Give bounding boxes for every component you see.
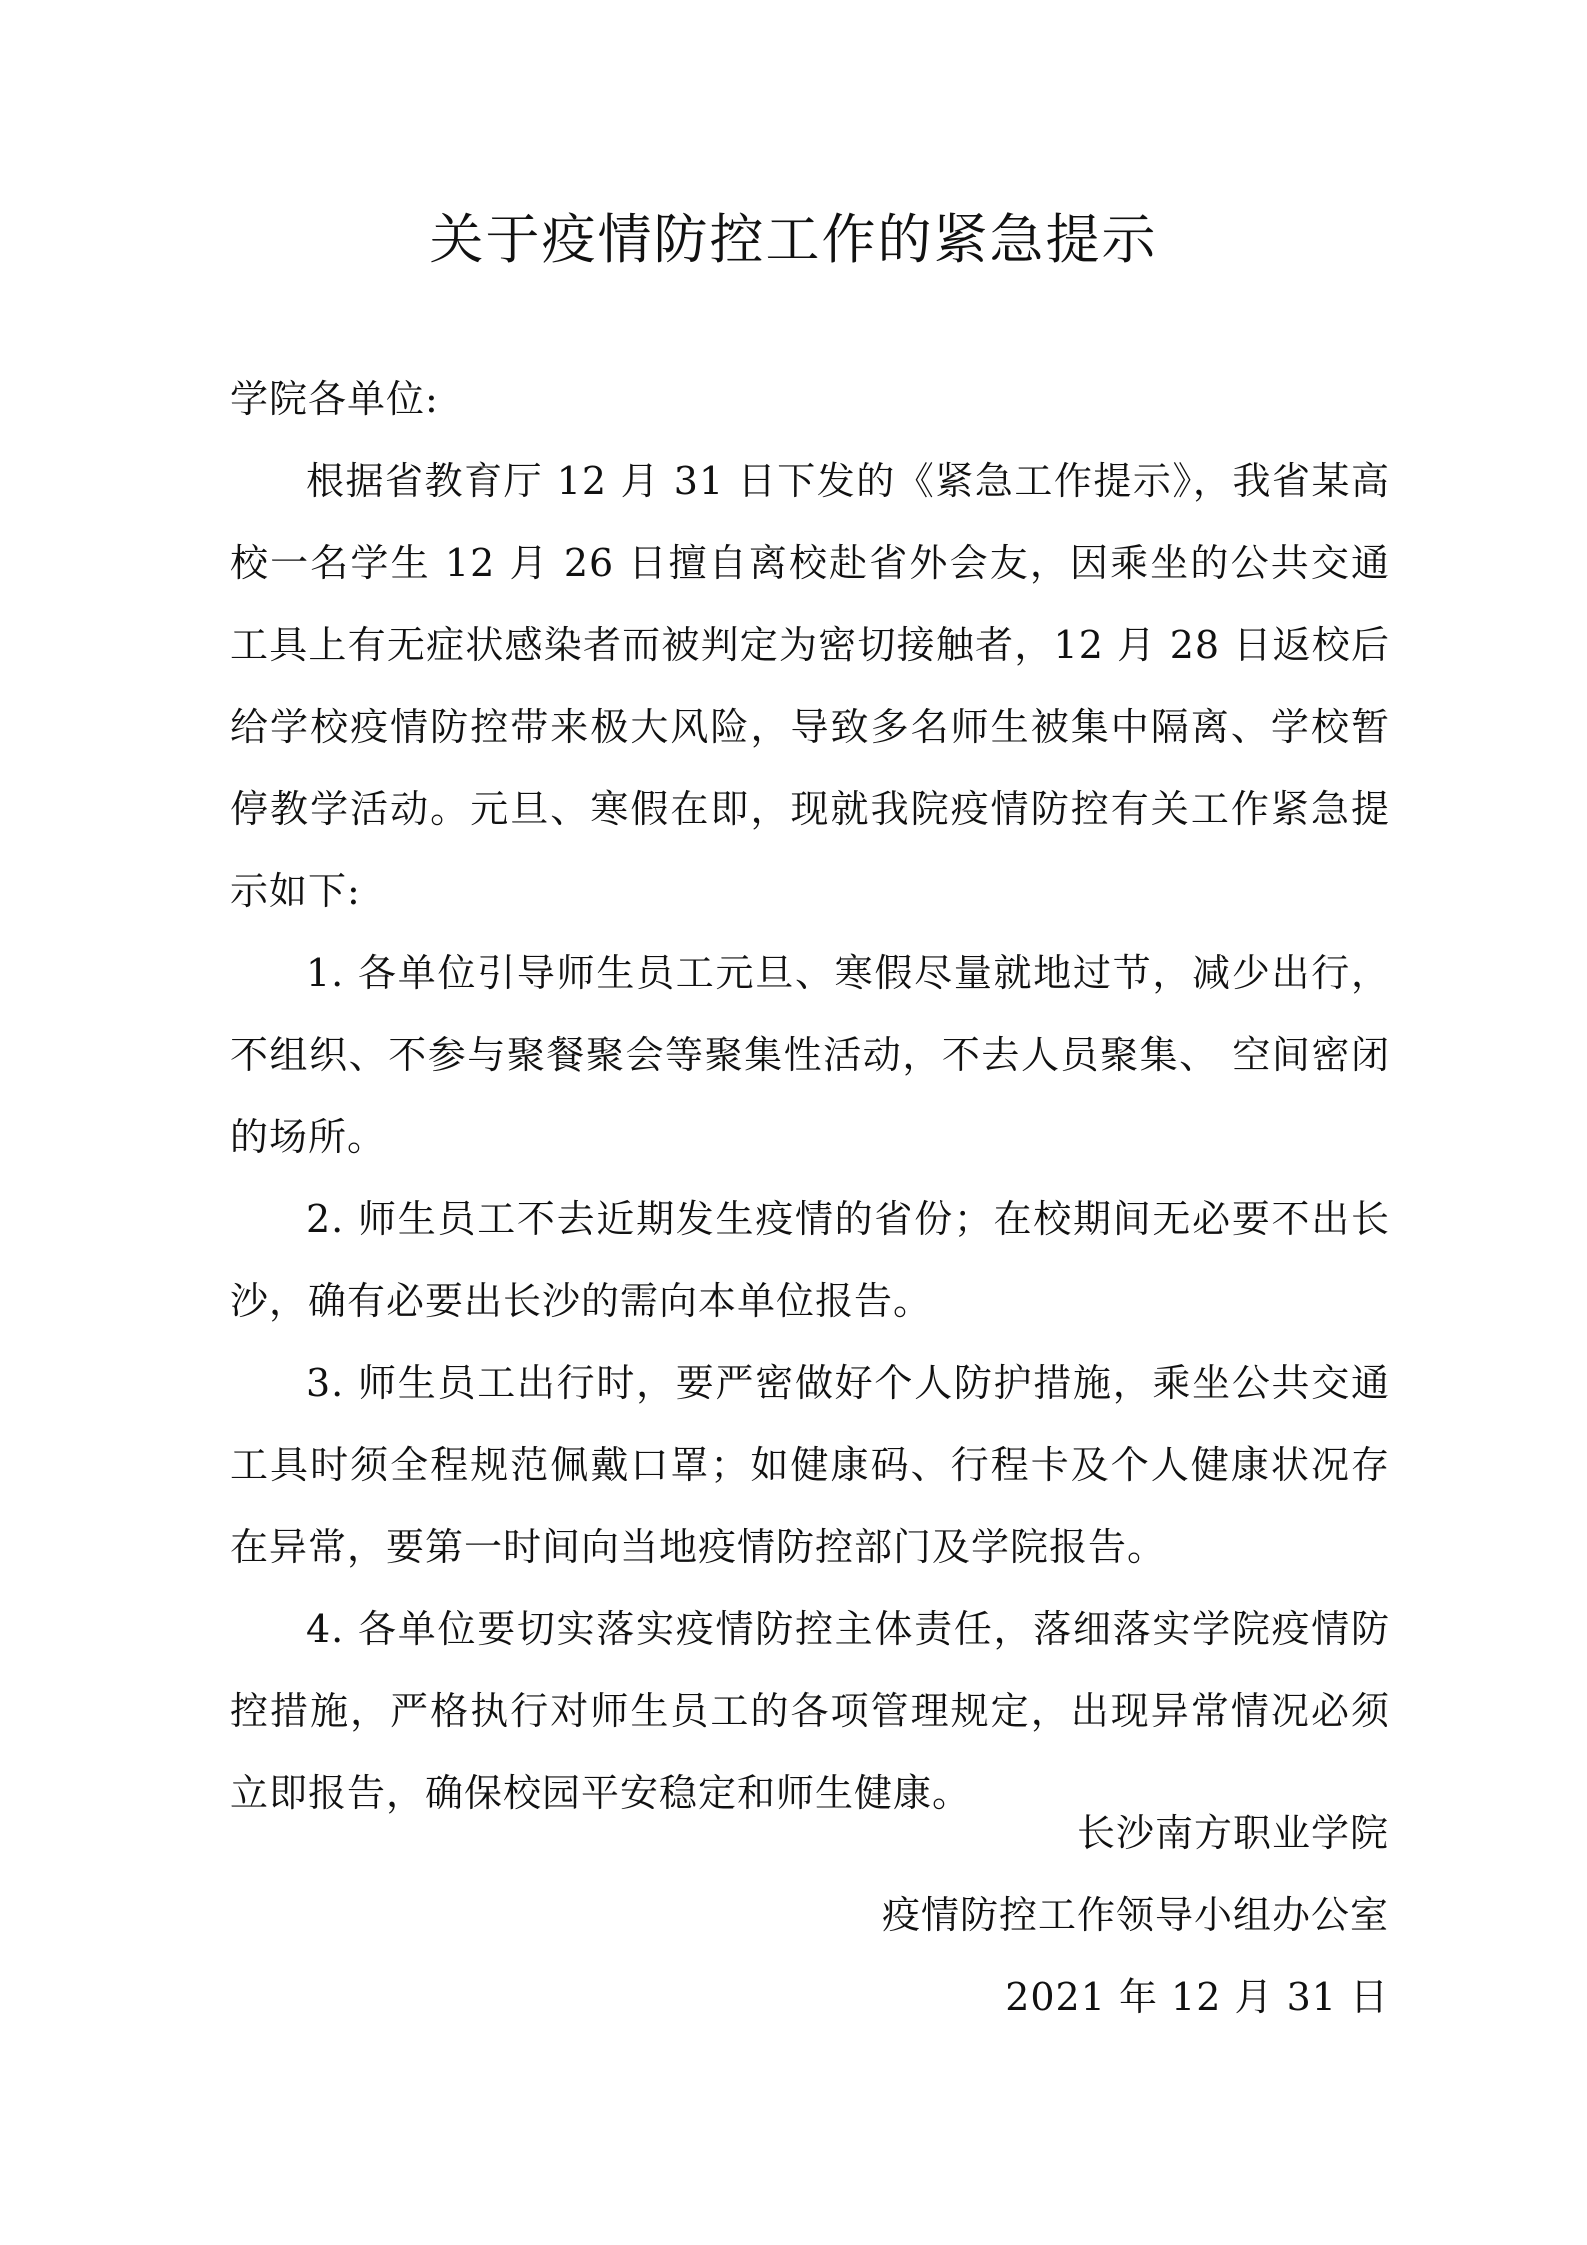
item-paragraph-2: 2. 师生员工不去近期发生疫情的省份；在校期间无必要不出长沙，确有必要出长沙的需向本单位报告。 (230, 1197, 1390, 1323)
document-title: 关于疫情防控工作的紧急提示 (429, 208, 1158, 271)
signature-date: 2021 年 12 月 31 日 (1005, 1975, 1389, 2019)
salutation: 学院各单位: (230, 377, 439, 421)
intro-paragraph: 根据省教育厅 12 月 31 日下发的《紧急工作提示》，我省某高校一名学生 12 月 26 日擅自离校赴省外会友，因乘坐的公共交通工具上有无症状感染者而被判定为密切接触者，12 月 28 日返校后给学校疫情防控带来极大风险，导致多名师生被集中隔离、学校暂停教学活动。元旦、寒假在即，现就我院疫情防控有关工作紧急提示如下: (230, 459, 1390, 913)
signature-organization: 长沙南方职业学院 (1076, 1811, 1389, 1855)
signature-office: 疫情防控工作领导小组办公室 (881, 1893, 1389, 1937)
signature-block (882, 1792, 1389, 2038)
item-paragraph-3: 3. 师生员工出行时，要严密做好个人防护措施，乘坐公共交通工具时须全程规范佩戴口罩；如健康码、行程卡及个人健康状况存在异常，要第一时间向当地疫情防控部门及学院报告。 (230, 1361, 1390, 1569)
document-body (230, 358, 1390, 1834)
item-paragraph-1: 1. 各单位引导师生员工元旦、寒假尽量就地过节，减少出行，不组织、不参与聚餐聚会等聚集性活动，不去人员聚集、 空间密闭的场所。 (230, 951, 1390, 1159)
item-paragraph-4: 4. 各单位要切实落实疫情防控主体责任，落细落实学院疫情防控措施，严格执行对师生员工的各项管理规定，出现异常情况必须立即报告，确保校园平安稳定和师生健康。 (230, 1607, 1390, 1815)
